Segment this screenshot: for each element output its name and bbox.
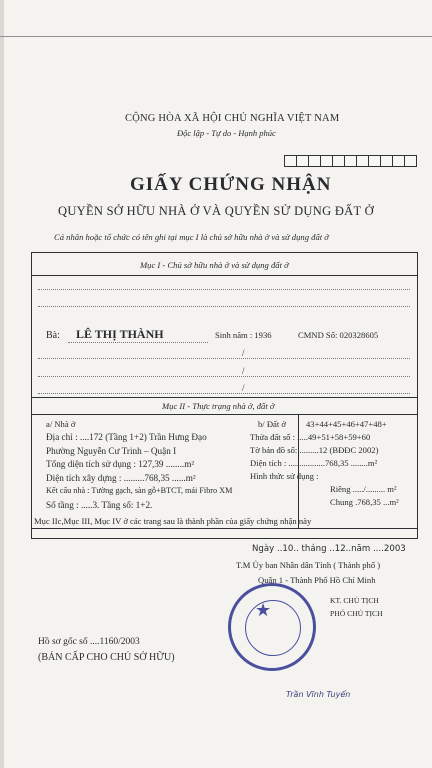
plot-number: Thửa đất số : .....49+51+58+59+60: [250, 432, 371, 442]
certificate-title: GIẤY CHỨNG NHẬN: [130, 174, 332, 195]
section2-bottom-rule: [31, 528, 417, 529]
section2-top-rule: [31, 397, 417, 398]
house-ward: Phường Nguyễn Cư Trinh – Quận I: [46, 446, 177, 456]
land-area: Diện tích : .................768,35 ........m²: [250, 458, 378, 468]
birth-year: Sinh năm : 1936: [215, 330, 272, 340]
motto: Độc lập - Tự do - Hạnh phúc: [177, 128, 276, 138]
owner-name: LÊ THỊ THÀNH: [76, 327, 164, 341]
certificate-subtitle: QUYỀN SỞ HỮU NHÀ Ở VÀ QUYỀN SỬ DỤNG ĐẤT Ở: [58, 204, 374, 218]
build-area: Diện tích xây dựng : .........768,35 ......m²: [46, 473, 196, 483]
serial-boxes: [285, 155, 417, 167]
dotted-line: [68, 342, 208, 343]
copy-note: (BẢN CẤP CHO CHỦ SỞ HỮU): [38, 652, 175, 663]
dotted-line: [38, 393, 410, 394]
dotted-line: [38, 306, 410, 307]
page-edge: [0, 0, 4, 768]
land-plots: 43+44+45+46+47+48+: [306, 419, 387, 429]
map-number: Tờ bản đồ số: .........12 (BĐĐC 2002): [250, 445, 379, 455]
land-label: b/ Đất ở: [258, 419, 286, 429]
committee-line: T.M Ủy ban Nhân dân Tỉnh ( Thành phố ): [236, 560, 381, 570]
vice-chairman: PHÓ CHỦ TỊCH: [330, 609, 383, 618]
dotted-line: [38, 376, 410, 377]
private-area: Riêng ...../......... m²: [330, 484, 397, 494]
owner-prefix: Bà:: [46, 330, 60, 341]
dotted-line: [38, 289, 410, 290]
house-address: Địa chỉ : ....172 (Tầng 1+2) Trần Hưng Đạo: [46, 432, 207, 442]
fold-line: [0, 36, 432, 37]
official-seal: ★: [228, 583, 316, 671]
slash-mark: /: [242, 366, 245, 376]
file-number: Hồ sơ gốc số ....1160/2003: [38, 637, 140, 647]
intro-text: Cá nhân hoặc tổ chức có tên ghi tại mục I là chủ sở hữu nhà ở và sử dụng đất ở: [54, 232, 329, 242]
kt-chairman: KT. CHỦ TỊCH: [330, 596, 379, 605]
issue-date: Ngày ..10.. tháng ..12..năm ....2003: [252, 544, 406, 554]
district-line: Quận 1 - Thành Phố Hồ Chí Minh: [258, 575, 376, 585]
floor-count: Số tầng : .....3. Tầng số: 1+2.: [46, 500, 153, 510]
use-form: Hình thức sử dụng :: [250, 471, 319, 481]
section2-rule: [31, 414, 417, 415]
shared-area: Chung .768,35 ...m²: [330, 497, 399, 507]
house-structure: Kết cấu nhà : Tường gạch, sàn gỗ+BTCT, mái Fibro XM: [46, 486, 233, 495]
slash-mark: /: [242, 348, 245, 358]
signer-name: Trần Vĩnh Tuyến: [286, 690, 351, 699]
footer-note: Mục IIc,Mục III, Mục IV ở các trang sau là thành phần của giấy chứng nhận này: [34, 516, 312, 526]
dotted-line: [38, 358, 410, 359]
id-number: CMND Số: 020328605: [298, 330, 379, 340]
section1-rule: [31, 275, 417, 276]
house-label: a/ Nhà ở: [46, 419, 76, 429]
section2-heading: Mục II - Thực trạng nhà ở, đất ở: [162, 401, 275, 411]
certificate-frame: [31, 252, 418, 539]
republic-heading: CỘNG HÒA XÃ HỘI CHỦ NGHĨA VIỆT NAM: [125, 113, 340, 124]
slash-mark: /: [242, 383, 245, 393]
section1-heading: Mục I - Chủ sở hữu nhà ở và sử dụng đất ở: [140, 260, 289, 270]
total-floor-area: Tổng diện tích sử dụng : 127,39 ........m²: [46, 459, 195, 469]
